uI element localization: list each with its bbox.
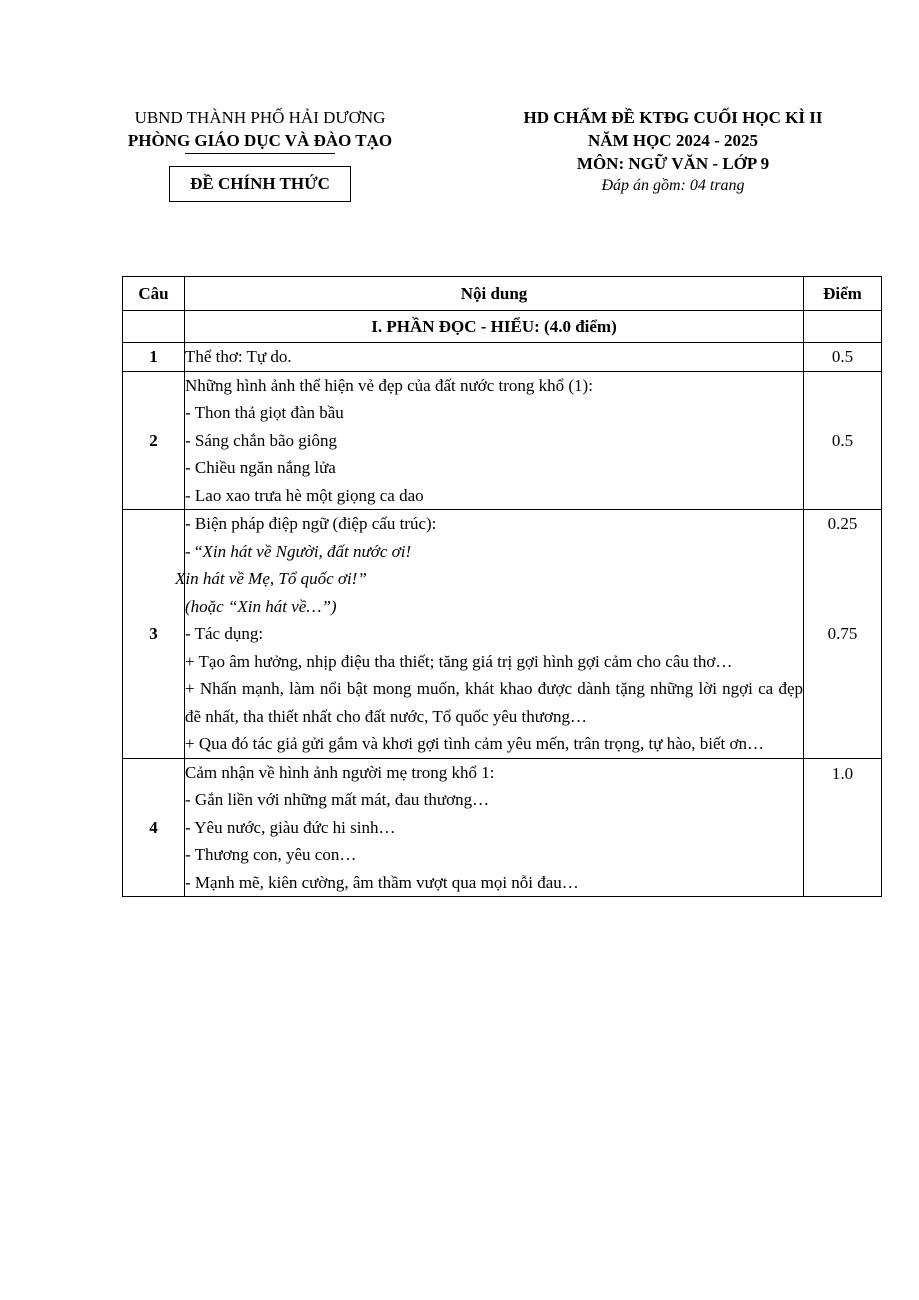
answer-line: - Chiều ngăn nắng lửa — [185, 458, 336, 477]
answer-line: - Gắn liền với những mất mát, đau thương… — [185, 790, 490, 809]
score-cell: 0.5 — [804, 343, 882, 372]
school-year: NĂM HỌC 2024 - 2025 — [588, 131, 758, 150]
answer-content — [175, 510, 804, 759]
table-row — [123, 371, 882, 510]
answer-line: + Tạo âm hưởng, nhịp điệu tha thiết; tăng giá trị gợi hình gợi cảm cho câu thơ… — [185, 651, 733, 671]
score-cell: 0.5 — [804, 371, 882, 510]
answer-content — [185, 371, 804, 510]
alternative-note: (hoặc “Xin hát về…”) — [185, 596, 337, 616]
section-empty-cell — [123, 311, 185, 343]
grading-table — [122, 276, 882, 897]
document-title: HD CHẤM ĐỀ KTĐG CUỐI HỌC KÌ II — [523, 108, 823, 127]
header-right — [478, 106, 868, 197]
answer-line: Thể thơ: Tự do. — [185, 347, 292, 366]
score-part-1: 0.25 — [827, 514, 858, 533]
header-question: Câu — [123, 277, 185, 311]
page-count-note: Đáp án gồm: 04 trang — [601, 177, 745, 194]
quote-prefix: - “ — [185, 541, 203, 561]
table-header-row — [123, 277, 882, 311]
poem-quote-text: Xin hát về Người, đất nước ơi! — [202, 541, 412, 561]
department-name: PHÒNG GIÁO DỤC VÀ ĐÀO TẠO — [127, 131, 393, 150]
answer-line: Những hình ảnh thể hiện vẻ đẹp của đất nước trong khổ (1): — [185, 375, 593, 395]
answer-content — [185, 758, 804, 897]
poem-quote-line — [185, 538, 803, 566]
answer-line: + Nhấn mạnh, làm nổi bật mong muốn, khát khao được dành tặng những lời ngợi ca đẹp đẽ nhất, tha thiết nhất cho đất nước, Tổ quốc yêu thương… — [185, 679, 803, 726]
answer-line: - Tác dụng: — [185, 624, 264, 643]
poem-quote-line: Xin hát về Mẹ, Tổ quốc ơi!” — [175, 569, 367, 588]
header-underline — [185, 153, 335, 154]
answer-content — [185, 343, 804, 372]
question-number: 3 — [123, 510, 185, 759]
answer-line: + Qua đó tác giả gửi gắm và khơi gợi tình cảm yêu mến, trân trọng, tự hào, biết ơn… — [185, 734, 765, 753]
section-empty-score — [804, 311, 882, 343]
answer-line: - Thon thả giọt đàn bầu — [185, 403, 344, 422]
authority-name: UBND THÀNH PHỐ HẢI DƯƠNG — [134, 108, 386, 127]
table-row — [123, 510, 882, 759]
answer-line: Cảm nhận về hình ảnh người mẹ trong khổ 1: — [185, 762, 495, 782]
answer-line: - Mạnh mẽ, kiên cường, âm thầm vượt qua mọi nỗi đau… — [185, 872, 579, 892]
answer-line: - Biện pháp điệp ngữ (điệp cấu trúc): — [185, 514, 437, 533]
table-row — [123, 343, 882, 372]
official-exam-badge: ĐỀ CHÍNH THỨC — [169, 166, 351, 202]
header-score: Điểm — [804, 277, 882, 311]
answer-line: - Thương con, yêu con… — [185, 845, 357, 864]
section-row — [123, 311, 882, 343]
question-number: 2 — [123, 371, 185, 510]
score-spacer — [804, 538, 881, 620]
table-row — [123, 758, 882, 897]
answer-line: - Sáng chắn bão giông — [185, 430, 338, 450]
question-number: 4 — [123, 758, 185, 897]
question-number: 1 — [123, 343, 185, 372]
header-left — [100, 106, 420, 202]
score-cell — [804, 510, 882, 759]
section-title: I. PHẦN ĐỌC - HIỂU: (4.0 điểm) — [185, 311, 804, 343]
header-content: Nội dung — [185, 277, 804, 311]
answer-line: - Yêu nước, giàu đức hi sinh… — [185, 817, 396, 837]
answer-line: - Lao xao trưa hè một giọng ca dao — [185, 485, 424, 505]
subject-grade: MÔN: NGỮ VĂN - LỚP 9 — [576, 154, 770, 173]
score-part-2: 0.75 — [827, 623, 858, 643]
score-cell: 1.0 — [804, 758, 882, 897]
